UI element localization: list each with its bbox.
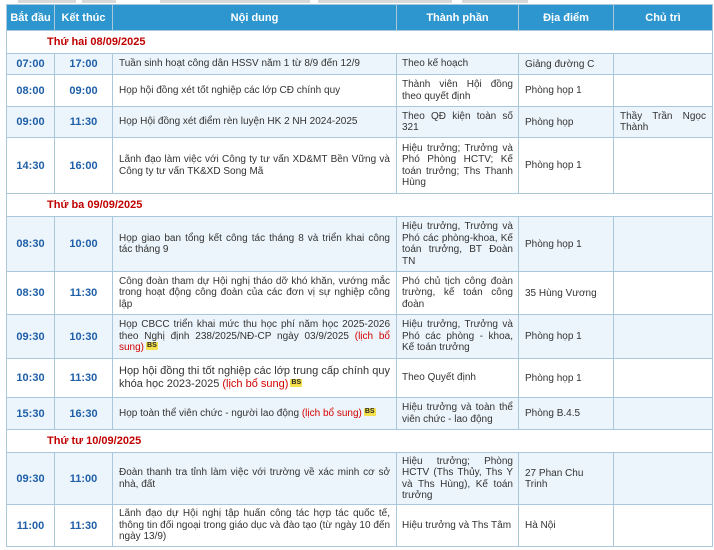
start-time: 14:30 [7, 138, 55, 194]
event-location: Phòng họp 1 [519, 315, 614, 359]
event-content-text: Họp hội đồng thi tốt nghiệp các lớp trung cấp chính quy khóa học 2023-2025 [119, 364, 390, 390]
added-schedule-note: (lịch bổ sung) [301, 407, 362, 419]
start-time: 11:00 [7, 505, 55, 547]
end-time: 09:00 [55, 75, 113, 107]
event-participants: Thành viên Hội đồng theo quyết định [397, 75, 519, 107]
event-participants: Hiệu trưởng; Trưởng và Phó Phòng HCTV; Kế toán trưởng; Ths Thanh Hùng [397, 138, 519, 194]
event-participants: Hiệu trưởng, Trưởng và Phó các phòng-khoa, Kế toán trưởng, BT Đoàn TN [397, 217, 519, 272]
table-row [7, 217, 713, 272]
event-content: Công đoàn tham dự Hội nghị tháo dỡ khó khăn, vướng mắc trong hoạt động công đoàn của các đơn vị sự nghiệp công lập [113, 272, 397, 315]
table-row [7, 398, 713, 430]
event-content [113, 315, 397, 359]
header-content: Nội dung [113, 5, 397, 31]
day-label: Thứ hai 08/09/2025 [7, 31, 713, 54]
event-content-text: Họp toàn thể viên chức - người lao động [119, 407, 300, 419]
event-chair [614, 453, 713, 505]
event-location: Phòng họp [519, 107, 614, 138]
end-time: 11:30 [55, 272, 113, 315]
added-schedule-note: (lịch bổ sung) [119, 330, 390, 354]
bs-badge: BS [291, 379, 302, 386]
event-location: 35 Hùng Vương [519, 272, 614, 315]
event-location: Phòng B.4.5 [519, 398, 614, 430]
event-participants: Phó chủ tịch công đoàn trường, kế toán công đoàn [397, 272, 519, 315]
event-content: Lãnh đạo làm việc với Công ty tư vấn XD&MT Bền Vững và Công ty tư vấn TK&XD Song Mã [113, 138, 397, 194]
event-chair [614, 138, 713, 194]
event-participants: Theo QĐ kiện toàn số 321 [397, 107, 519, 138]
day-header-row [7, 430, 713, 453]
day-monday [7, 31, 713, 194]
table-row [7, 315, 713, 359]
end-time: 11:30 [55, 107, 113, 138]
event-participants: Hiệu trưởng, Trưởng và Phó các phòng - khoa, Kế toán trưởng [397, 315, 519, 359]
table-row [7, 453, 713, 505]
table-row [7, 138, 713, 194]
header-location: Địa điểm [519, 5, 614, 31]
event-participants: Hiệu trưởng; Phòng HCTV (Ths Thủy, Ths Y và Ths Hùng), Kế toán trưởng [397, 453, 519, 505]
event-chair [614, 54, 713, 75]
event-chair [614, 505, 713, 547]
event-participants: Hiệu trưởng và Ths Tâm [397, 505, 519, 547]
added-schedule-note: (lịch bổ sung) [222, 378, 289, 390]
event-location: Phòng họp 1 [519, 138, 614, 194]
end-time: 16:00 [55, 138, 113, 194]
event-location: Hà Nội [519, 505, 614, 547]
event-location: Giảng đường C [519, 54, 614, 75]
bs-badge: BS [147, 342, 157, 350]
end-time: 17:00 [55, 54, 113, 75]
table-row [7, 505, 713, 547]
event-content: Họp giao ban tổng kết công tác tháng 8 và triển khai công tác tháng 9 [113, 217, 397, 272]
event-content: Tuần sinh hoạt công dân HSSV năm 1 từ 8/9 đến 12/9 [113, 54, 397, 75]
start-time: 08:30 [7, 272, 55, 315]
table-row [7, 272, 713, 315]
event-content [113, 398, 397, 430]
day-tuesday [7, 194, 713, 430]
event-location: 27 Phan Chu Trinh [519, 453, 614, 505]
header-participants: Thành phần [397, 5, 519, 31]
event-content [113, 359, 397, 398]
start-time: 08:00 [7, 75, 55, 107]
day-header-row [7, 194, 713, 217]
event-content-text: Họp CBCC triển khai mức thu học phí năm học 2025-2026 theo Nghị định 238/2025/NĐ-CP ngày 03/9/2025 [119, 319, 390, 342]
header-row [7, 5, 713, 31]
start-time: 10:30 [7, 359, 55, 398]
day-header-row [7, 31, 713, 54]
event-content: Họp Hội đồng xét điểm rèn luyện HK 2 NH 2024-2025 [113, 107, 397, 138]
end-time: 11:30 [55, 505, 113, 547]
schedule-table [6, 4, 713, 547]
event-content: Họp hội đồng xét tốt nghiệp các lớp CĐ chính quy [113, 75, 397, 107]
table-row [7, 54, 713, 75]
event-participants: Theo kế hoạch [397, 54, 519, 75]
event-chair [614, 315, 713, 359]
end-time: 16:30 [55, 398, 113, 430]
bs-badge: BS [364, 407, 375, 415]
start-time: 08:30 [7, 217, 55, 272]
event-chair [614, 75, 713, 107]
event-chair [614, 359, 713, 398]
start-time: 09:30 [7, 315, 55, 359]
header-start: Bắt đầu [7, 5, 55, 31]
start-time: 09:30 [7, 453, 55, 505]
table-row [7, 359, 713, 398]
event-location: Phòng họp 1 [519, 75, 614, 107]
start-time: 07:00 [7, 54, 55, 75]
table-row [7, 107, 713, 138]
end-time: 11:30 [55, 359, 113, 398]
day-wednesday [7, 430, 713, 547]
end-time: 11:00 [55, 453, 113, 505]
event-participants: Hiệu trưởng và toàn thể viên chức - lao động [397, 398, 519, 430]
event-content: Lãnh đạo dự Hội nghị tập huấn công tác hợp tác quốc tế, thông tin đối ngoại trong giáo dục và đào tạo (từ ngày 10 đến ngày 13/9) [113, 505, 397, 547]
event-participants: Theo Quyết định [397, 359, 519, 398]
day-label: Thứ tư 10/09/2025 [7, 430, 713, 453]
header-chair: Chủ trì [614, 5, 713, 31]
event-location: Phòng họp 1 [519, 359, 614, 398]
table-row [7, 75, 713, 107]
header-end: Kết thúc [55, 5, 113, 31]
start-time: 15:30 [7, 398, 55, 430]
end-time: 10:30 [55, 315, 113, 359]
event-chair [614, 217, 713, 272]
event-chair: Thầy Trần Ngọc Thành [614, 107, 713, 138]
day-label: Thứ ba 09/09/2025 [7, 194, 713, 217]
start-time: 09:00 [7, 107, 55, 138]
event-content: Đoàn thanh tra tỉnh làm việc với trường về xác minh cơ sở nhà, đất [113, 453, 397, 505]
event-location: Phòng họp 1 [519, 217, 614, 272]
event-chair [614, 272, 713, 315]
end-time: 10:00 [55, 217, 113, 272]
event-chair [614, 398, 713, 430]
